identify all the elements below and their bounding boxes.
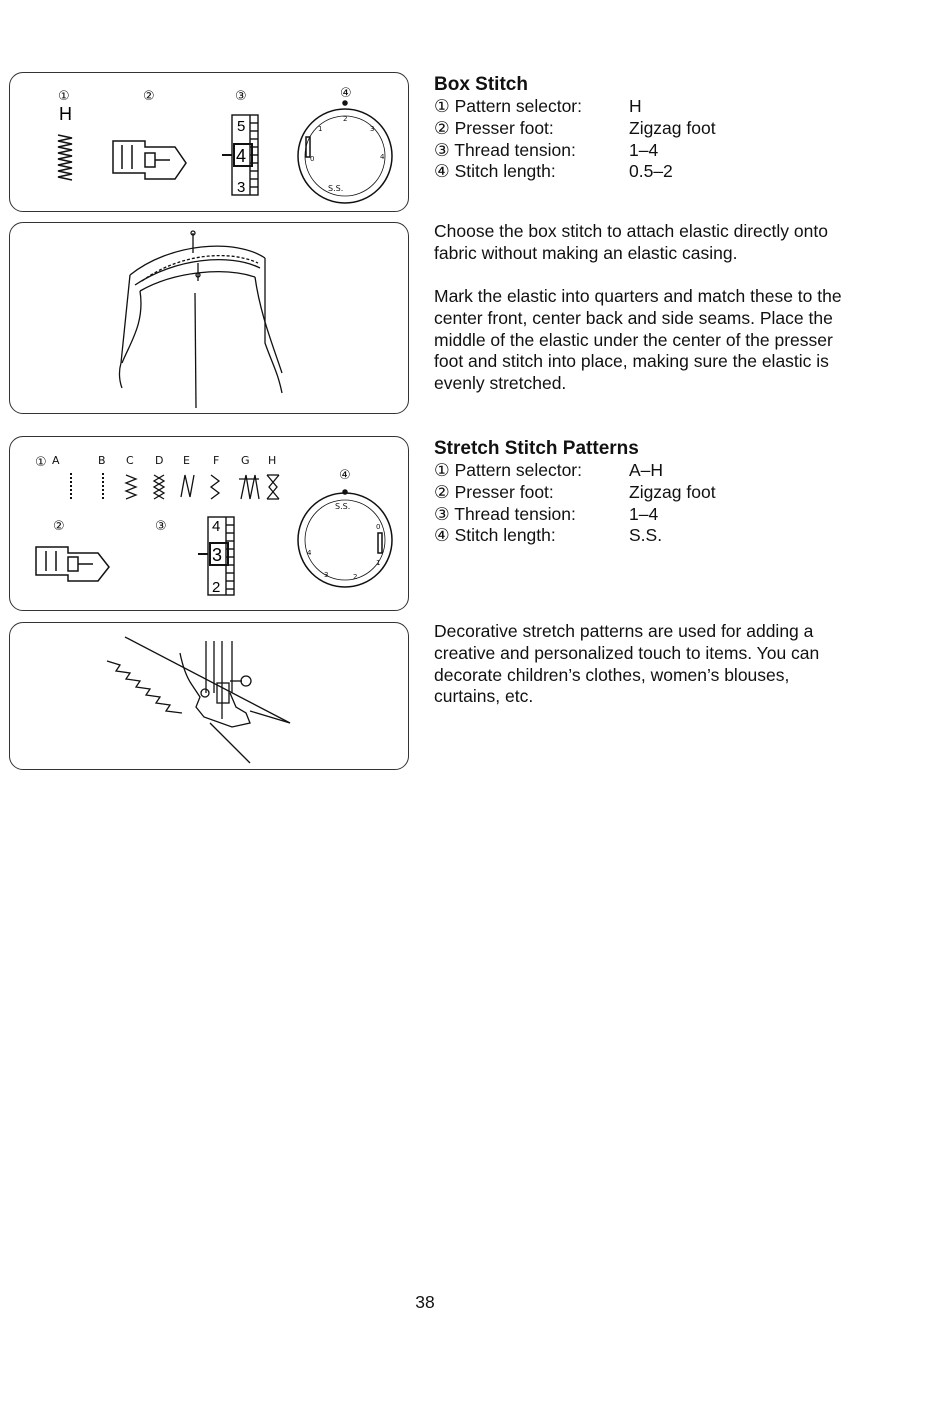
pattern-letter-d: D — [155, 454, 164, 467]
pattern-letter-b: B — [98, 454, 106, 467]
box-stitch-paragraph-1: Choose the box stitch to attach elastic directly onto fabric without making an elastic casing. — [434, 221, 828, 263]
dial-label-3: 3 — [370, 125, 375, 133]
tension-number-middle: 3 — [212, 545, 223, 565]
elastic-waistband-illustration — [9, 222, 409, 414]
pattern-letter-g: G — [241, 454, 250, 467]
dial-label-1: 1 — [376, 559, 381, 567]
dial-label-ss: S.S. — [335, 502, 351, 511]
tension-number-middle: 4 — [236, 146, 247, 166]
marker-3: ③ — [155, 519, 167, 534]
zigzag-foot-icon — [113, 141, 186, 179]
decorative-stitching-illustration — [9, 622, 409, 770]
presser-foot-sewing-drawing — [107, 637, 290, 763]
marker-2: ② — [53, 519, 65, 534]
setting-row: ④ Stitch length: 0.5–2 — [434, 161, 673, 182]
box-stitch-settings-figure — [9, 72, 409, 212]
setting-row: ① Pattern selector: H — [434, 96, 642, 116]
stretch-stitch-settings-figure — [9, 436, 409, 611]
tension-number-bottom: 2 — [212, 579, 221, 596]
pattern-letter-c: C — [126, 454, 134, 467]
zigzag-foot-icon — [36, 547, 109, 581]
setting-row: ② Presser foot: Zigzag foot — [434, 481, 716, 502]
pattern-letter: H — [59, 104, 72, 124]
box-stitch-section — [434, 74, 716, 183]
dial-label-4: 4 — [307, 549, 312, 557]
tension-number-top: 5 — [237, 118, 246, 135]
marker-2: ② — [143, 89, 155, 104]
stretch-stitch-paragraph: Decorative stretch patterns are used for adding a creative and personalized touch to items. You can decorate children’s clothes, women’s blouses, curtains, etc. — [434, 621, 820, 707]
dial-label-2: 2 — [343, 115, 348, 123]
marker-4: ④ — [340, 86, 352, 101]
tension-number-bottom: 3 — [237, 179, 246, 196]
marker-1: ① — [58, 89, 70, 104]
pattern-letter-a: A — [52, 454, 60, 467]
setting-row: ③ Thread tension: 1–4 — [434, 503, 659, 524]
marker-4: ④ — [339, 468, 351, 483]
tension-number-top: 4 — [212, 518, 221, 535]
dial-label-1: 1 — [318, 125, 323, 133]
dial-label-2: 2 — [353, 573, 358, 581]
pattern-letter-f: F — [213, 454, 220, 467]
setting-row: ④ Stitch length: S.S. — [434, 525, 663, 546]
dial-label-0: 0 — [376, 523, 381, 531]
setting-row: ② Presser foot: Zigzag foot — [434, 117, 716, 138]
stretch-stitch-title: Stretch Stitch Patterns — [434, 438, 639, 459]
marker-1: ① — [35, 455, 47, 470]
stretch-stitch-section — [434, 438, 716, 547]
pattern-letter-e: E — [183, 454, 190, 467]
marker-3: ③ — [235, 89, 247, 104]
box-stitch-symbol-icon — [58, 135, 72, 180]
dial-label-ss: S.S. — [328, 184, 344, 193]
stretch-pattern-symbols-icon — [71, 473, 279, 499]
box-stitch-title: Box Stitch — [434, 74, 528, 95]
pattern-letter-h: H — [268, 454, 277, 467]
dial-label-3: 3 — [324, 571, 329, 579]
dial-label-0: 0 — [310, 155, 315, 163]
page-number: 38 — [415, 1292, 435, 1312]
box-stitch-paragraph-2: Mark the elastic into quarters and match these to the center front, center back and side seams. Place the middle of the elastic under the center of the presser foot and stitch into place, making sure the elastic is evenly stretched. — [434, 286, 842, 394]
setting-row: ③ Thread tension: 1–4 — [434, 139, 659, 160]
waistband-drawing — [119, 231, 282, 408]
dial-label-4: 4 — [380, 153, 385, 161]
setting-row: ① Pattern selector: A–H — [434, 460, 664, 480]
